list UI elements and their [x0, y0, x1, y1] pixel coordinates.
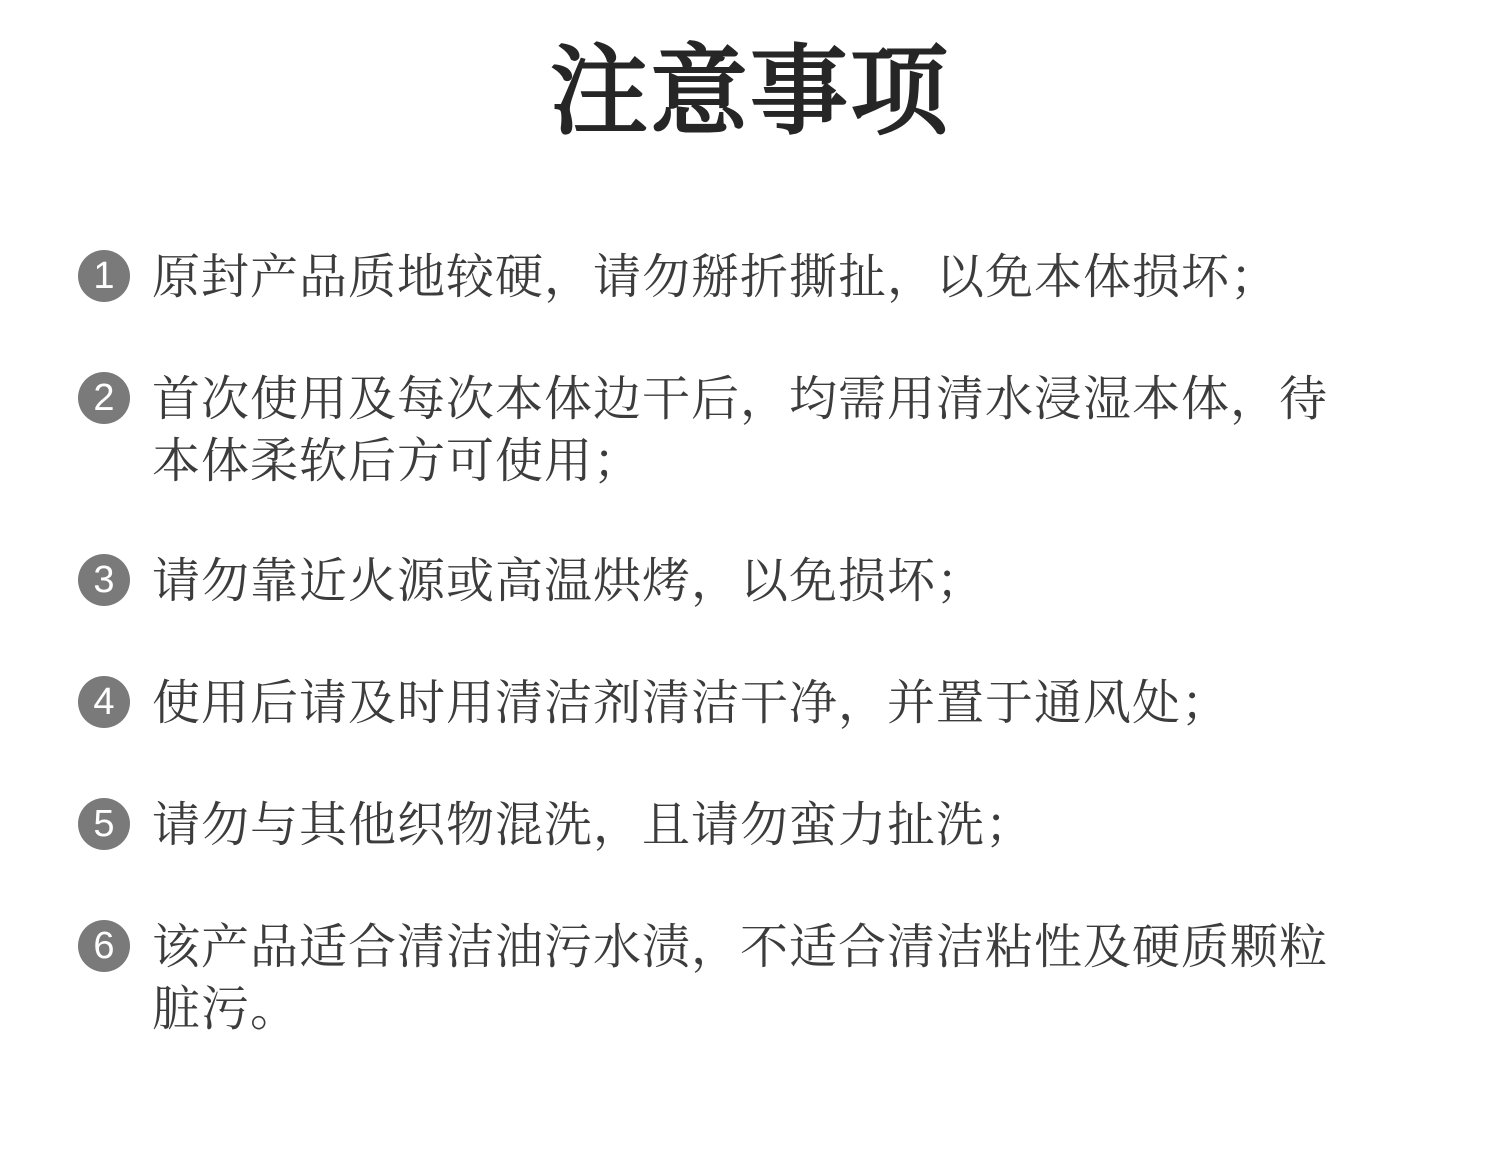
notice-text-5: 请勿与其他织物混洗，且请勿蛮力扯洗；: [152, 797, 1035, 853]
number-badge-2: 2: [78, 372, 130, 424]
notice-text-6: 该产品适合清洁油污水渍，不适合清洁粘性及硬质颗粒脏污。: [152, 919, 1329, 1037]
page-title: 注意事项: [549, 35, 950, 149]
notice-text-3: 请勿靠近火源或高温烘烤，以免损坏；: [152, 553, 986, 609]
number-badge-4: 4: [78, 676, 130, 728]
notice-text-4: 使用后请及时用清洁剂清洁干净，并置于通风处；: [152, 675, 1231, 731]
number-badge-6: 6: [78, 920, 130, 972]
number-badge-1: 1: [78, 250, 130, 302]
number-badge-3: 3: [78, 554, 130, 606]
notice-text-1: 原封产品质地较硬，请勿掰折撕扯，以免本体损坏；: [152, 249, 1280, 305]
notice-text-2: 首次使用及每次本体边干后，均需用清水浸湿本体，待本体柔软后方可使用；: [152, 371, 1329, 489]
number-badge-5: 5: [78, 798, 130, 850]
